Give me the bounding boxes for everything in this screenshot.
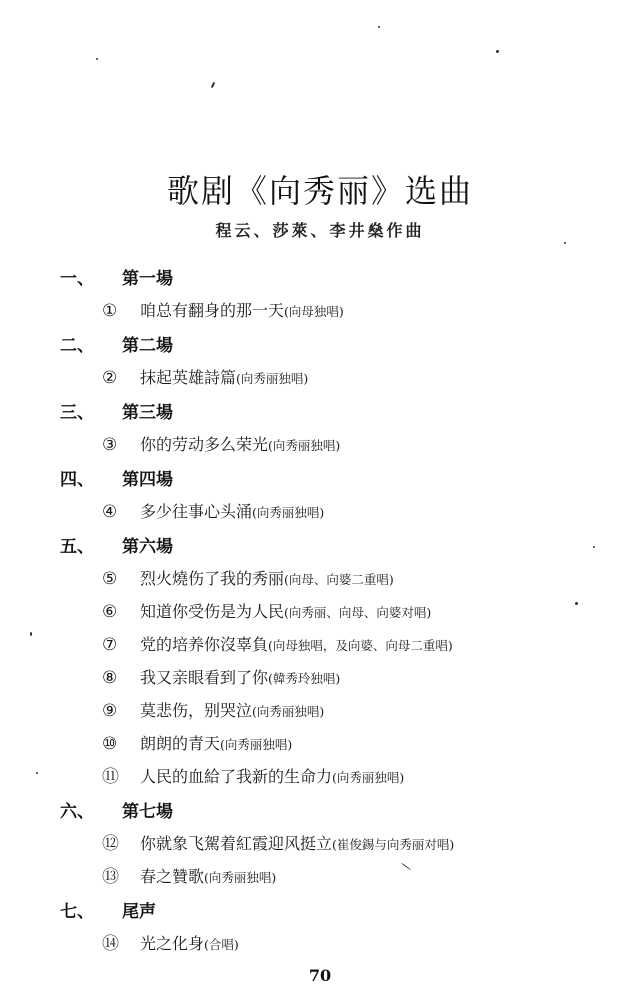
song-entry xyxy=(60,860,620,893)
section-heading xyxy=(60,797,620,827)
section-4 xyxy=(60,465,620,528)
section-2 xyxy=(60,331,620,394)
song-entry xyxy=(60,661,620,694)
section-name: 第四場 xyxy=(122,470,173,490)
song-number: ④ xyxy=(102,502,118,522)
song-title: 春之贊歌 xyxy=(140,867,205,886)
section-number: 三、 xyxy=(60,403,94,423)
song-title: 莫悲伤，别哭泣 xyxy=(140,701,253,720)
section-heading xyxy=(60,532,620,562)
song-title: 光之化身 xyxy=(140,934,205,953)
song-title: 你就象飞駕着紅霞迎风挺立 xyxy=(140,834,333,853)
song-performer: (向母独唱) xyxy=(284,304,344,319)
song-entry xyxy=(60,361,620,394)
song-performer: (韓秀玲独唱) xyxy=(268,671,341,686)
section-heading xyxy=(60,398,620,428)
song-number: ⑥ xyxy=(102,602,118,622)
song-title: 我又亲眼看到了你 xyxy=(140,668,269,687)
page-number: 70 xyxy=(308,966,332,985)
song-entry xyxy=(60,595,620,628)
section-heading xyxy=(60,331,620,361)
song-title: 烈火燒伤了我的秀丽 xyxy=(140,569,285,588)
song-entry xyxy=(60,294,620,327)
song-title: 朗朗的青天 xyxy=(140,734,221,753)
song-number: ③ xyxy=(102,435,118,455)
section-1 xyxy=(60,264,620,327)
song-number: ⑦ xyxy=(102,635,118,655)
song-number: ⑫ xyxy=(102,834,119,854)
composers-line: 程云、莎萊、李井燊作曲 xyxy=(215,221,425,240)
song-performer: (向秀丽独唱) xyxy=(268,438,341,453)
song-entry xyxy=(60,428,620,461)
section-3 xyxy=(60,398,620,461)
section-number: 六、 xyxy=(60,802,94,822)
song-performer: (合唱) xyxy=(204,937,239,952)
song-number: ⑨ xyxy=(102,701,118,721)
section-7 xyxy=(60,897,620,960)
section-number: 五、 xyxy=(60,537,94,557)
song-entry xyxy=(60,727,620,760)
song-performer: (崔俊錫与向秀丽对唱) xyxy=(332,837,455,852)
song-title: 咱总有翻身的那一天 xyxy=(140,301,285,320)
scan-speck xyxy=(30,632,32,636)
section-number: 一、 xyxy=(60,269,94,289)
song-entry xyxy=(60,694,620,727)
section-name: 第一場 xyxy=(122,269,173,289)
song-number: ⑭ xyxy=(102,934,119,954)
section-number: 二、 xyxy=(60,336,94,356)
song-performer: (向秀丽、向母、向婆对唱) xyxy=(284,605,432,620)
song-number: ⑩ xyxy=(102,734,118,754)
section-heading xyxy=(60,465,620,495)
scan-speck xyxy=(36,772,38,774)
table-of-contents xyxy=(60,260,620,960)
section-name: 第六場 xyxy=(122,537,173,557)
section-number: 四、 xyxy=(60,470,94,490)
song-entry xyxy=(60,760,620,793)
song-number: ⑬ xyxy=(102,867,119,887)
song-title: 党的培养你沒辜負 xyxy=(140,635,269,654)
song-entry xyxy=(60,628,620,661)
song-number: ⑪ xyxy=(102,767,119,787)
song-entry xyxy=(60,495,620,528)
section-5 xyxy=(60,532,620,793)
section-name: 尾声 xyxy=(122,902,156,922)
section-heading xyxy=(60,897,620,927)
song-title: 抹起英雄詩篇 xyxy=(140,368,237,387)
song-entry xyxy=(60,927,620,960)
section-name: 第三場 xyxy=(122,403,173,423)
song-performer: (向秀丽独唱) xyxy=(332,770,405,785)
scan-speck xyxy=(378,26,380,28)
song-title: 你的劳动多么荣光 xyxy=(140,435,269,454)
section-name: 第七場 xyxy=(122,802,173,822)
song-performer: (向秀丽独唱) xyxy=(252,704,325,719)
song-entry xyxy=(60,827,620,860)
song-title: 知道你受伤是为人民 xyxy=(140,602,285,621)
song-number: ① xyxy=(102,301,118,321)
song-title: 人民的血給了我新的生命力 xyxy=(140,767,333,786)
song-performer: (向秀丽独唱) xyxy=(220,737,293,752)
section-heading xyxy=(60,264,620,294)
opera-title: 歌剧《向秀丽》选曲 xyxy=(166,172,473,210)
song-performer: (向秀丽独唱) xyxy=(236,371,309,386)
song-number: ⑤ xyxy=(102,569,118,589)
scan-speck xyxy=(564,242,566,244)
song-performer: (向秀丽独唱) xyxy=(252,505,325,520)
song-performer: (向母、向婆二重唱) xyxy=(284,572,394,587)
scan-speck xyxy=(96,58,98,60)
song-number: ② xyxy=(102,368,118,388)
section-6 xyxy=(60,797,620,893)
song-entry xyxy=(60,562,620,595)
scan-speck xyxy=(496,50,499,53)
song-title: 多少往事心头涌 xyxy=(140,502,253,521)
scan-speck xyxy=(211,82,215,88)
song-number: ⑧ xyxy=(102,668,118,688)
section-number: 七、 xyxy=(60,902,94,922)
section-name: 第二場 xyxy=(122,336,173,356)
song-performer: (向母独唱，及向婆、向母二重唱) xyxy=(268,638,453,653)
song-performer: (向秀丽独唱) xyxy=(204,870,277,885)
